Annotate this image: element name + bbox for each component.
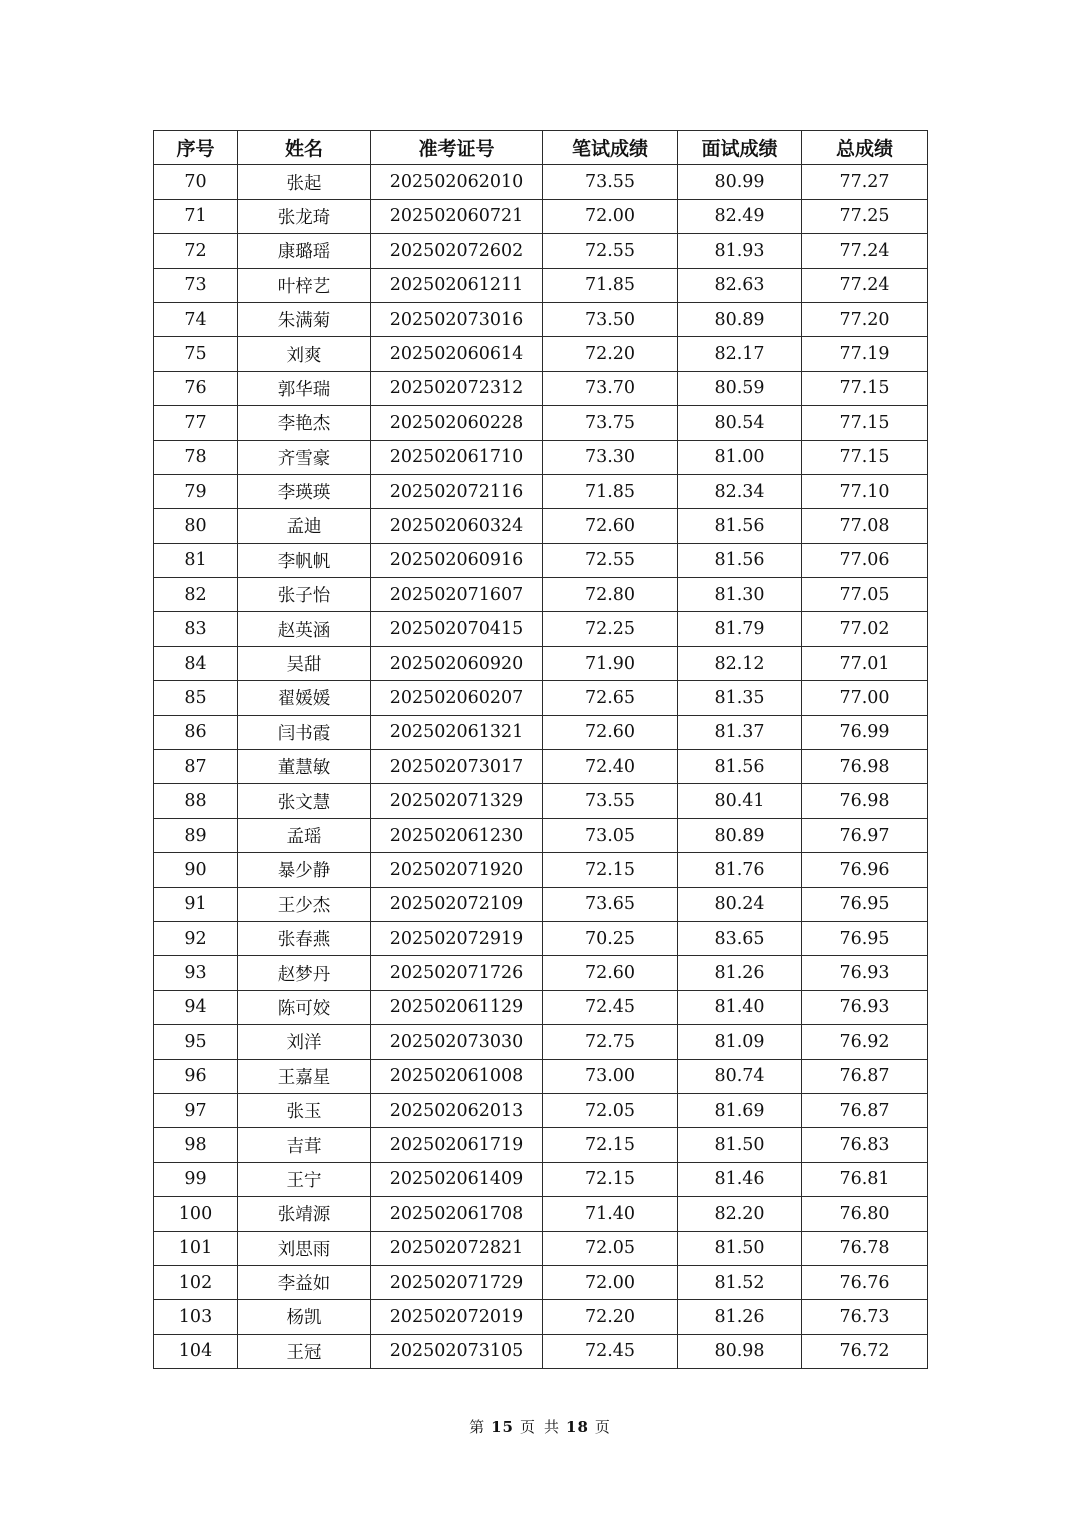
footer-prefix: 第 (469, 1418, 486, 1436)
cell-exam-id: 202502073016 (371, 302, 543, 336)
header-interview-score: 面试成绩 (678, 131, 802, 165)
table-row (154, 612, 928, 646)
table-row (154, 1334, 928, 1368)
cell-written-score: 72.80 (543, 578, 678, 612)
cell-index: 73 (154, 268, 238, 302)
cell-name: 张子怡 (238, 578, 371, 612)
cell-interview-score: 81.35 (678, 681, 802, 715)
cell-exam-id: 202502072821 (371, 1231, 543, 1265)
cell-exam-id: 202502062013 (371, 1093, 543, 1127)
table-row (154, 715, 928, 749)
cell-index: 76 (154, 371, 238, 405)
cell-interview-score: 81.69 (678, 1093, 802, 1127)
cell-exam-id: 202502073105 (371, 1334, 543, 1368)
cell-written-score: 73.70 (543, 371, 678, 405)
cell-index: 72 (154, 234, 238, 268)
score-table (153, 130, 928, 1369)
cell-name: 王少杰 (238, 887, 371, 921)
cell-exam-id: 202502072116 (371, 474, 543, 508)
cell-index: 103 (154, 1300, 238, 1334)
table-row (154, 887, 928, 921)
cell-name: 齐雪豪 (238, 440, 371, 474)
table-row (154, 1231, 928, 1265)
cell-exam-id: 202502060614 (371, 337, 543, 371)
cell-exam-id: 202502060916 (371, 543, 543, 577)
header-index: 序号 (154, 131, 238, 165)
cell-exam-id: 202502060920 (371, 646, 543, 680)
cell-total-score: 76.87 (802, 1059, 928, 1093)
cell-written-score: 71.90 (543, 646, 678, 680)
table-row (154, 1093, 928, 1127)
header-exam-id: 准考证号 (371, 131, 543, 165)
table-row (154, 1265, 928, 1299)
cell-index: 91 (154, 887, 238, 921)
cell-exam-id: 202502072019 (371, 1300, 543, 1334)
cell-name: 张玉 (238, 1093, 371, 1127)
cell-total-score: 77.27 (802, 165, 928, 199)
cell-name: 吴甜 (238, 646, 371, 680)
cell-exam-id: 202502073017 (371, 750, 543, 784)
header-total-score: 总成绩 (802, 131, 928, 165)
cell-name: 孟迪 (238, 509, 371, 543)
cell-total-score: 77.15 (802, 371, 928, 405)
table-row (154, 302, 928, 336)
cell-index: 84 (154, 646, 238, 680)
cell-index: 70 (154, 165, 238, 199)
cell-index: 71 (154, 199, 238, 233)
footer-total-prefix: 共 (544, 1418, 561, 1436)
cell-exam-id: 202502072109 (371, 887, 543, 921)
table-body (154, 165, 928, 1369)
cell-interview-score: 81.56 (678, 509, 802, 543)
cell-written-score: 72.60 (543, 715, 678, 749)
cell-interview-score: 82.17 (678, 337, 802, 371)
cell-index: 75 (154, 337, 238, 371)
table-row (154, 337, 928, 371)
cell-index: 89 (154, 818, 238, 852)
page-footer (0, 1416, 1080, 1437)
table-row (154, 818, 928, 852)
table-row (154, 543, 928, 577)
cell-written-score: 72.45 (543, 990, 678, 1024)
cell-name: 董慧敏 (238, 750, 371, 784)
cell-name: 张起 (238, 165, 371, 199)
cell-written-score: 73.75 (543, 406, 678, 440)
cell-written-score: 72.55 (543, 234, 678, 268)
table-row (154, 853, 928, 887)
table-row (154, 681, 928, 715)
cell-interview-score: 82.12 (678, 646, 802, 680)
cell-total-score: 76.78 (802, 1231, 928, 1265)
cell-exam-id: 202502060207 (371, 681, 543, 715)
table-row (154, 1128, 928, 1162)
table-row (154, 474, 928, 508)
cell-index: 90 (154, 853, 238, 887)
cell-written-score: 71.85 (543, 268, 678, 302)
cell-total-score: 76.95 (802, 921, 928, 955)
cell-exam-id: 202502071607 (371, 578, 543, 612)
cell-name: 张文慧 (238, 784, 371, 818)
cell-index: 74 (154, 302, 238, 336)
cell-written-score: 72.40 (543, 750, 678, 784)
cell-total-score: 76.98 (802, 784, 928, 818)
cell-index: 99 (154, 1162, 238, 1196)
cell-name: 翟媛媛 (238, 681, 371, 715)
cell-written-score: 73.55 (543, 784, 678, 818)
cell-interview-score: 80.99 (678, 165, 802, 199)
cell-exam-id: 202502072919 (371, 921, 543, 955)
cell-total-score: 77.08 (802, 509, 928, 543)
table-row (154, 750, 928, 784)
cell-name: 王嘉星 (238, 1059, 371, 1093)
cell-name: 李益如 (238, 1265, 371, 1299)
cell-total-score: 76.81 (802, 1162, 928, 1196)
cell-exam-id: 202502061008 (371, 1059, 543, 1093)
cell-exam-id: 202502061230 (371, 818, 543, 852)
cell-interview-score: 80.89 (678, 818, 802, 852)
cell-name: 张靖源 (238, 1197, 371, 1231)
cell-interview-score: 81.50 (678, 1128, 802, 1162)
cell-interview-score: 80.54 (678, 406, 802, 440)
cell-interview-score: 81.26 (678, 1300, 802, 1334)
cell-interview-score: 81.09 (678, 1025, 802, 1059)
cell-name: 张春燕 (238, 921, 371, 955)
cell-name: 张龙琦 (238, 199, 371, 233)
footer-page-number: 15 (491, 1418, 514, 1436)
cell-written-score: 73.55 (543, 165, 678, 199)
cell-interview-score: 82.34 (678, 474, 802, 508)
cell-interview-score: 80.89 (678, 302, 802, 336)
cell-index: 77 (154, 406, 238, 440)
cell-written-score: 71.85 (543, 474, 678, 508)
table-row (154, 234, 928, 268)
cell-interview-score: 82.49 (678, 199, 802, 233)
cell-total-score: 77.20 (802, 302, 928, 336)
cell-index: 81 (154, 543, 238, 577)
cell-total-score: 76.93 (802, 956, 928, 990)
table-row (154, 1197, 928, 1231)
cell-written-score: 72.05 (543, 1093, 678, 1127)
cell-interview-score: 81.79 (678, 612, 802, 646)
cell-name: 刘思雨 (238, 1231, 371, 1265)
cell-exam-id: 202502061129 (371, 990, 543, 1024)
cell-name: 李艳杰 (238, 406, 371, 440)
cell-total-score: 76.95 (802, 887, 928, 921)
cell-interview-score: 80.98 (678, 1334, 802, 1368)
cell-total-score: 77.05 (802, 578, 928, 612)
cell-interview-score: 81.37 (678, 715, 802, 749)
cell-exam-id: 202502061719 (371, 1128, 543, 1162)
cell-interview-score: 81.93 (678, 234, 802, 268)
cell-written-score: 72.05 (543, 1231, 678, 1265)
cell-exam-id: 202502061708 (371, 1197, 543, 1231)
cell-written-score: 72.55 (543, 543, 678, 577)
table-row (154, 956, 928, 990)
footer-page-unit: 页 (519, 1418, 536, 1436)
cell-total-score: 77.02 (802, 612, 928, 646)
cell-interview-score: 81.52 (678, 1265, 802, 1299)
cell-exam-id: 202502071920 (371, 853, 543, 887)
cell-interview-score: 81.00 (678, 440, 802, 474)
cell-interview-score: 81.40 (678, 990, 802, 1024)
cell-exam-id: 202502060721 (371, 199, 543, 233)
cell-name: 吉茸 (238, 1128, 371, 1162)
table-row (154, 1025, 928, 1059)
cell-written-score: 72.00 (543, 1265, 678, 1299)
cell-name: 闫书霞 (238, 715, 371, 749)
cell-index: 95 (154, 1025, 238, 1059)
cell-index: 104 (154, 1334, 238, 1368)
cell-name: 赵英涵 (238, 612, 371, 646)
cell-name: 陈可姣 (238, 990, 371, 1024)
cell-name: 杨凯 (238, 1300, 371, 1334)
cell-interview-score: 82.20 (678, 1197, 802, 1231)
cell-exam-id: 202502062010 (371, 165, 543, 199)
cell-total-score: 76.92 (802, 1025, 928, 1059)
table-row (154, 921, 928, 955)
cell-total-score: 77.24 (802, 234, 928, 268)
cell-written-score: 70.25 (543, 921, 678, 955)
cell-name: 刘爽 (238, 337, 371, 371)
cell-total-score: 76.96 (802, 853, 928, 887)
table-header-row (154, 131, 928, 165)
cell-exam-id: 202502061710 (371, 440, 543, 474)
table-row (154, 509, 928, 543)
cell-total-score: 77.15 (802, 440, 928, 474)
cell-total-score: 77.19 (802, 337, 928, 371)
cell-index: 98 (154, 1128, 238, 1162)
cell-written-score: 73.05 (543, 818, 678, 852)
cell-interview-score: 81.26 (678, 956, 802, 990)
cell-interview-score: 81.76 (678, 853, 802, 887)
cell-total-score: 76.93 (802, 990, 928, 1024)
cell-exam-id: 202502072312 (371, 371, 543, 405)
cell-index: 80 (154, 509, 238, 543)
table-row (154, 646, 928, 680)
cell-name: 叶梓艺 (238, 268, 371, 302)
cell-total-score: 76.72 (802, 1334, 928, 1368)
cell-interview-score: 81.46 (678, 1162, 802, 1196)
cell-interview-score: 80.59 (678, 371, 802, 405)
cell-total-score: 76.76 (802, 1265, 928, 1299)
cell-total-score: 77.15 (802, 406, 928, 440)
cell-total-score: 76.73 (802, 1300, 928, 1334)
cell-index: 83 (154, 612, 238, 646)
cell-written-score: 72.15 (543, 1128, 678, 1162)
table-row (154, 1059, 928, 1093)
cell-index: 88 (154, 784, 238, 818)
cell-written-score: 72.45 (543, 1334, 678, 1368)
header-written-score: 笔试成绩 (543, 131, 678, 165)
cell-exam-id: 202502060324 (371, 509, 543, 543)
table-row (154, 578, 928, 612)
cell-written-score: 71.40 (543, 1197, 678, 1231)
cell-total-score: 76.87 (802, 1093, 928, 1127)
cell-interview-score: 83.65 (678, 921, 802, 955)
cell-exam-id: 202502073030 (371, 1025, 543, 1059)
cell-exam-id: 202502070415 (371, 612, 543, 646)
cell-name: 李帆帆 (238, 543, 371, 577)
table-row (154, 1300, 928, 1334)
table-row (154, 371, 928, 405)
cell-index: 86 (154, 715, 238, 749)
cell-name: 赵梦丹 (238, 956, 371, 990)
cell-total-score: 76.99 (802, 715, 928, 749)
cell-total-score: 76.80 (802, 1197, 928, 1231)
cell-index: 79 (154, 474, 238, 508)
table-row (154, 268, 928, 302)
cell-written-score: 72.15 (543, 853, 678, 887)
table-row (154, 784, 928, 818)
cell-index: 93 (154, 956, 238, 990)
table-row (154, 440, 928, 474)
cell-name: 刘洋 (238, 1025, 371, 1059)
cell-name: 郭华瑞 (238, 371, 371, 405)
cell-written-score: 72.65 (543, 681, 678, 715)
footer-total-pages: 18 (566, 1418, 589, 1436)
footer-total-unit: 页 (594, 1418, 611, 1436)
cell-interview-score: 82.63 (678, 268, 802, 302)
cell-name: 康璐瑶 (238, 234, 371, 268)
cell-exam-id: 202502060228 (371, 406, 543, 440)
cell-index: 100 (154, 1197, 238, 1231)
cell-name: 王宁 (238, 1162, 371, 1196)
cell-written-score: 72.60 (543, 956, 678, 990)
cell-total-score: 77.01 (802, 646, 928, 680)
cell-index: 97 (154, 1093, 238, 1127)
table-row (154, 199, 928, 233)
cell-interview-score: 81.30 (678, 578, 802, 612)
cell-written-score: 72.75 (543, 1025, 678, 1059)
cell-written-score: 72.60 (543, 509, 678, 543)
cell-interview-score: 81.50 (678, 1231, 802, 1265)
table-row (154, 990, 928, 1024)
cell-exam-id: 202502071329 (371, 784, 543, 818)
cell-name: 朱满菊 (238, 302, 371, 336)
cell-interview-score: 80.41 (678, 784, 802, 818)
header-name: 姓名 (238, 131, 371, 165)
cell-name: 李瑛瑛 (238, 474, 371, 508)
cell-total-score: 77.06 (802, 543, 928, 577)
cell-total-score: 77.10 (802, 474, 928, 508)
cell-index: 87 (154, 750, 238, 784)
cell-index: 96 (154, 1059, 238, 1093)
cell-name: 孟瑶 (238, 818, 371, 852)
cell-index: 82 (154, 578, 238, 612)
cell-written-score: 72.25 (543, 612, 678, 646)
cell-name: 暴少静 (238, 853, 371, 887)
cell-index: 101 (154, 1231, 238, 1265)
cell-exam-id: 202502072602 (371, 234, 543, 268)
cell-total-score: 76.98 (802, 750, 928, 784)
cell-name: 王冠 (238, 1334, 371, 1368)
cell-total-score: 77.24 (802, 268, 928, 302)
cell-index: 92 (154, 921, 238, 955)
cell-exam-id: 202502061409 (371, 1162, 543, 1196)
cell-exam-id: 202502071726 (371, 956, 543, 990)
table-row (154, 406, 928, 440)
cell-index: 94 (154, 990, 238, 1024)
cell-written-score: 73.00 (543, 1059, 678, 1093)
cell-exam-id: 202502061321 (371, 715, 543, 749)
cell-written-score: 73.30 (543, 440, 678, 474)
cell-total-score: 76.83 (802, 1128, 928, 1162)
cell-interview-score: 80.74 (678, 1059, 802, 1093)
cell-interview-score: 80.24 (678, 887, 802, 921)
cell-written-score: 72.15 (543, 1162, 678, 1196)
cell-total-score: 77.25 (802, 199, 928, 233)
cell-index: 85 (154, 681, 238, 715)
cell-interview-score: 81.56 (678, 750, 802, 784)
cell-index: 78 (154, 440, 238, 474)
cell-total-score: 77.00 (802, 681, 928, 715)
cell-exam-id: 202502061211 (371, 268, 543, 302)
cell-written-score: 73.65 (543, 887, 678, 921)
cell-total-score: 76.97 (802, 818, 928, 852)
cell-index: 102 (154, 1265, 238, 1299)
cell-interview-score: 81.56 (678, 543, 802, 577)
table-row (154, 165, 928, 199)
table-row (154, 1162, 928, 1196)
cell-written-score: 72.20 (543, 337, 678, 371)
cell-written-score: 72.00 (543, 199, 678, 233)
cell-exam-id: 202502071729 (371, 1265, 543, 1299)
cell-written-score: 72.20 (543, 1300, 678, 1334)
cell-written-score: 73.50 (543, 302, 678, 336)
